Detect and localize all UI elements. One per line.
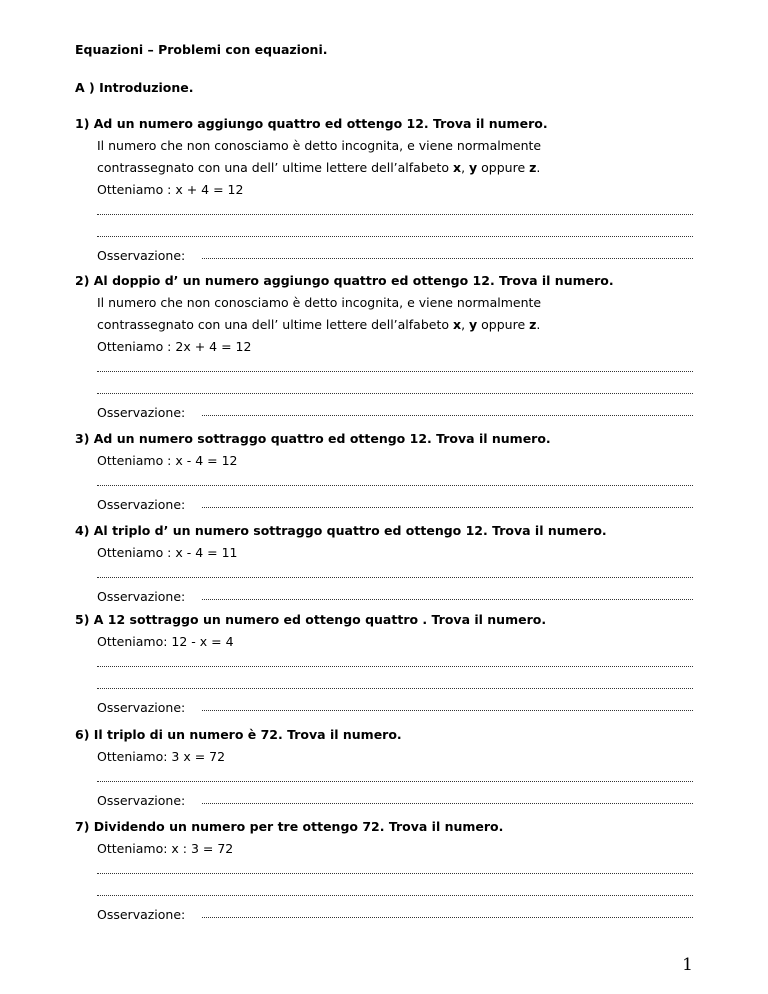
problem-question: 2) Al doppio d’ un numero aggiungo quattro ed ottengo 12. Trova il numero. bbox=[75, 273, 614, 288]
answer-line bbox=[97, 201, 695, 223]
problem-5 bbox=[75, 609, 695, 719]
problem-equation: Otteniamo : x - 4 = 12 bbox=[97, 453, 238, 468]
observation-line: Osservazione: bbox=[97, 697, 695, 719]
problem-question: 6) Il triplo di un numero è 72. Trova il numero. bbox=[75, 727, 402, 742]
intro-line-2: contrassegnato con una dell’ ultime lettere dell’alfabeto x, y oppure z. bbox=[97, 317, 541, 332]
problem-equation: Otteniamo : x - 4 = 11 bbox=[97, 545, 238, 560]
intro-line-2: contrassegnato con una dell’ ultime lettere dell’alfabeto x, y oppure z. bbox=[97, 160, 541, 175]
answer-line bbox=[97, 768, 695, 790]
page-number: 1 bbox=[682, 955, 693, 975]
observation-line: Osservazione: bbox=[97, 904, 695, 926]
problem-question: 1) Ad un numero aggiungo quattro ed ottengo 12. Trova il numero. bbox=[75, 116, 548, 131]
document-title: Equazioni – Problemi con equazioni. bbox=[75, 42, 328, 57]
problem-7 bbox=[75, 816, 695, 926]
problem-equation: Otteniamo: 3 x = 72 bbox=[97, 749, 226, 764]
intro-line-1: Il numero che non conosciamo è detto incognita, e viene normalmente bbox=[97, 138, 542, 153]
observation-line: Osservazione: bbox=[97, 245, 695, 267]
observation-line: Osservazione: bbox=[97, 586, 695, 608]
problem-equation: Otteniamo: 12 - x = 4 bbox=[97, 634, 234, 649]
answer-line bbox=[97, 653, 695, 675]
problem-6 bbox=[75, 724, 695, 812]
problem-equation: Otteniamo : 2x + 4 = 12 bbox=[97, 339, 252, 354]
answer-line bbox=[97, 223, 695, 245]
problem-question: 7) Dividendo un numero per tre ottengo 72. Trova il numero. bbox=[75, 819, 504, 834]
problem-4 bbox=[75, 520, 695, 608]
observation-line: Osservazione: bbox=[97, 790, 695, 812]
problem-3 bbox=[75, 428, 695, 516]
problem-2 bbox=[75, 270, 695, 424]
problem-equation: Otteniamo: x : 3 = 72 bbox=[97, 841, 234, 856]
answer-line bbox=[97, 472, 695, 494]
problem-1 bbox=[75, 113, 695, 267]
problem-question: 3) Ad un numero sottraggo quattro ed ottengo 12. Trova il numero. bbox=[75, 431, 551, 446]
answer-line bbox=[97, 564, 695, 586]
observation-line: Osservazione: bbox=[97, 402, 695, 424]
problem-question: 4) Al triplo d’ un numero sottraggo quattro ed ottengo 12. Trova il numero. bbox=[75, 523, 607, 538]
answer-line bbox=[97, 675, 695, 697]
answer-line bbox=[97, 358, 695, 380]
section-heading: A ) Introduzione. bbox=[75, 80, 194, 95]
answer-line bbox=[97, 882, 695, 904]
answer-line bbox=[97, 380, 695, 402]
problem-question: 5) A 12 sottraggo un numero ed ottengo quattro . Trova il numero. bbox=[75, 612, 547, 627]
answer-line bbox=[97, 860, 695, 882]
problem-equation: Otteniamo : x + 4 = 12 bbox=[97, 182, 244, 197]
intro-line-1: Il numero che non conosciamo è detto incognita, e viene normalmente bbox=[97, 295, 542, 310]
observation-line: Osservazione: bbox=[97, 494, 695, 516]
